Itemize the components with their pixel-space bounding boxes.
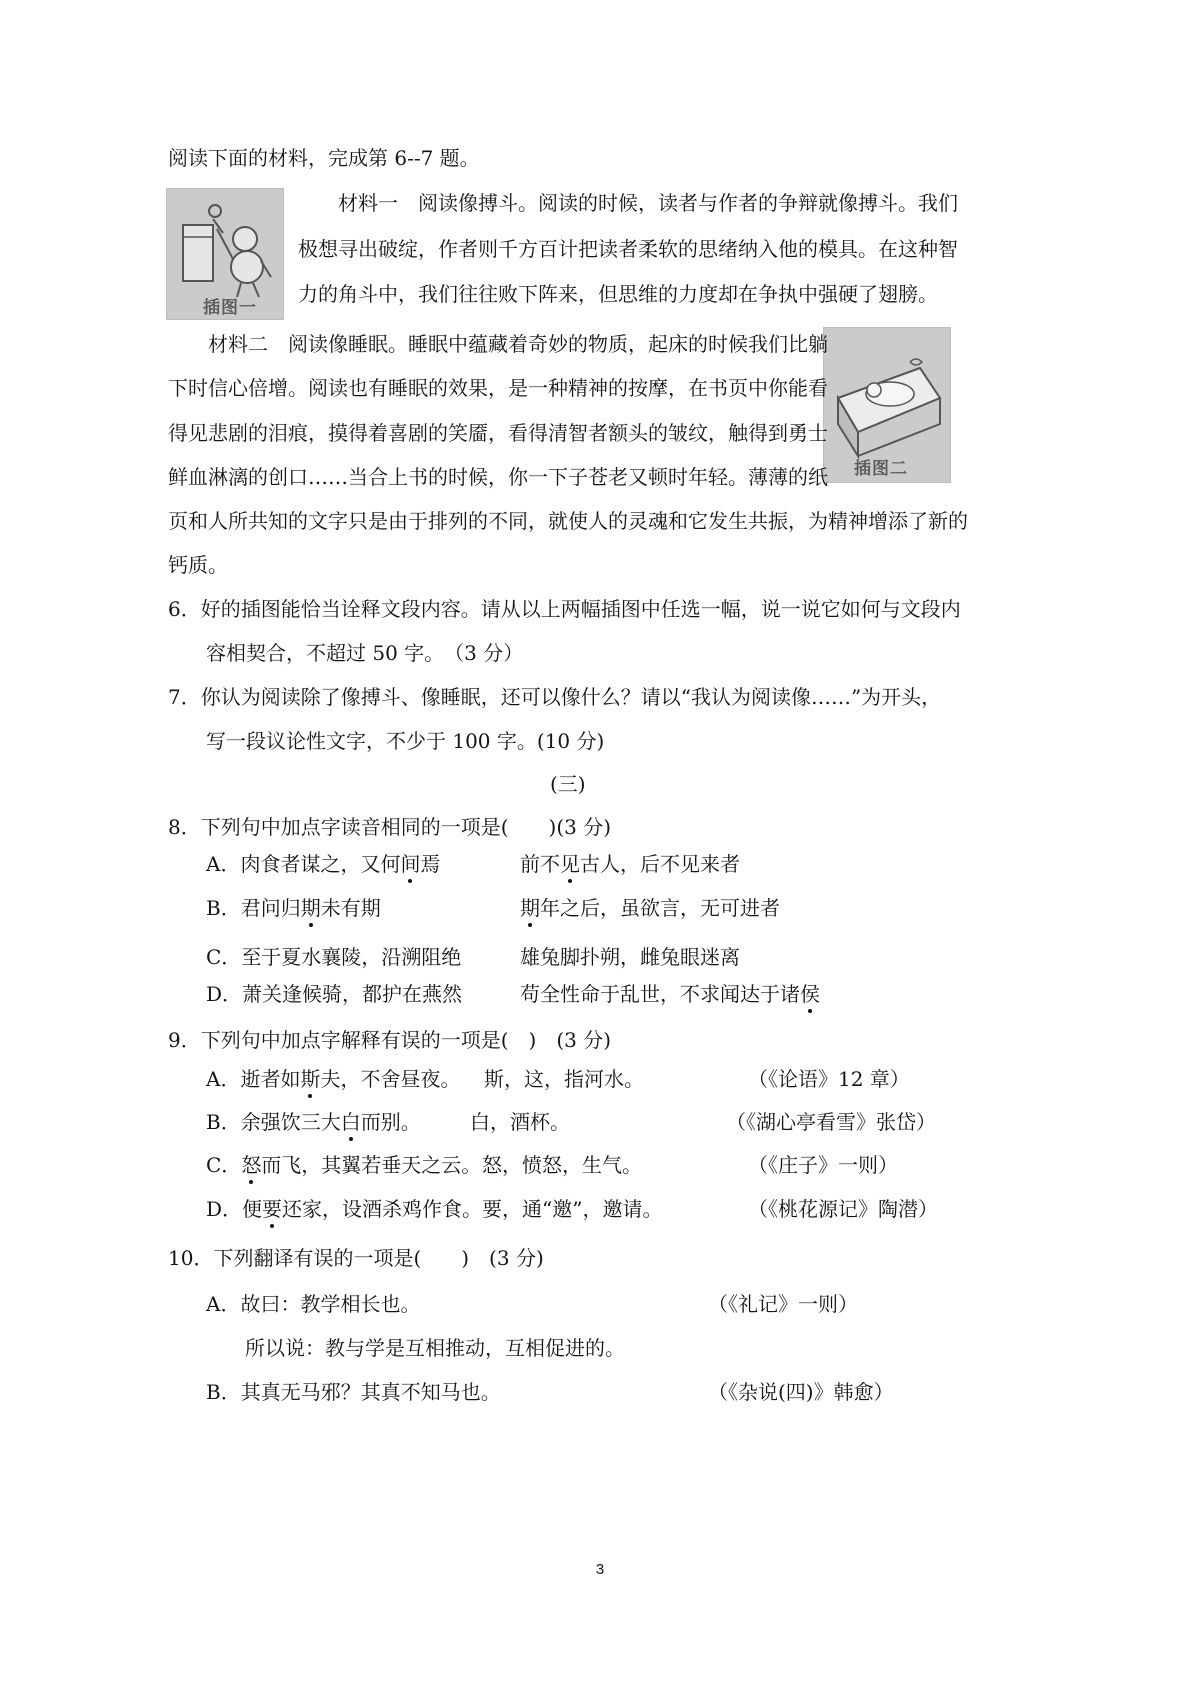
option-label: A．	[206, 1292, 241, 1316]
dotted-character: 怒	[241, 1153, 262, 1177]
option-text: 余强饮三大	[240, 1110, 341, 1134]
dotted-character: 间	[400, 852, 421, 876]
question-8-option-c-right	[520, 944, 740, 970]
dotted-character: 期	[520, 896, 540, 920]
material1-line-2: 极想寻出破绽，作者则千方百计把读者柔软的思绪纳入他的模具。在这种智	[298, 237, 958, 261]
question-9-option-b-source: （《湖心亭看雪》张岱）	[726, 1110, 936, 1134]
question-10-option-b	[206, 1379, 501, 1405]
option-text: 古人，后不见来者	[580, 852, 740, 876]
question-9-option-b	[206, 1109, 421, 1135]
dotted-character: 白	[340, 1110, 361, 1134]
question-9-option-c-gloss: 怒，愤怒，生气。	[482, 1153, 642, 1177]
question-10-option-a-translation: 所以说：教与学是互相推动，互相促进的。	[245, 1336, 625, 1360]
material2-line-5: 页和人所共知的文字只是由于排列的不同，就使人的灵魂和它发生共振，为精神增添了新的	[168, 509, 968, 533]
option-text: 便	[242, 1197, 263, 1221]
option-label: C．	[206, 1153, 242, 1177]
option-text: 君问归	[240, 896, 301, 920]
option-text: 夫，不舍昼夜。	[320, 1067, 461, 1091]
question-8-option-c-left	[206, 944, 461, 970]
option-label: B．	[206, 896, 241, 920]
material2-line-2: 下时信心倍增。阅读也有睡眠的效果，是一种精神的按摩，在书页中你能看	[168, 376, 828, 400]
option-text: 萧关逢	[242, 982, 303, 1006]
question-9-option-b-gloss: 白，酒杯。	[470, 1110, 570, 1134]
question-9-option-a-source: （《论语》12 章）	[748, 1067, 910, 1091]
material2-line-3: 得见悲剧的泪痕，摸得着喜剧的笑靥，看得清智者额头的皱纹，触得到勇士	[168, 421, 828, 445]
option-text: 候骑，都护在燕然	[302, 982, 463, 1006]
option-label: B．	[206, 1380, 241, 1404]
question-9-option-d-source: （《桃花源记》陶潜）	[748, 1197, 938, 1221]
dotted-character: 斯	[300, 1067, 321, 1091]
option-text: 故曰：教学相长也。	[240, 1292, 421, 1316]
option-label: B．	[206, 1110, 241, 1134]
material2-line-1: 材料二 阅读像睡眠。睡眠中蕴藏着奇妙的物质，起床的时候我们比躺	[208, 332, 828, 356]
question-8-option-d-left	[206, 981, 462, 1007]
option-text: 未有期	[320, 896, 381, 920]
dotted-character: 要	[262, 1197, 283, 1221]
question-9-option-c-source: （《庄子》一则）	[748, 1153, 898, 1177]
question-9-option-a-gloss: 斯，这，指河水。	[484, 1067, 644, 1091]
question-9-option-d-gloss: 要，通“邀”，邀请。	[482, 1197, 663, 1221]
illustration-one-caption: 插图一	[203, 298, 257, 318]
question-10-option-b-source: （《杂说(四)》韩愈）	[708, 1380, 894, 1404]
question-9-option-a	[206, 1066, 460, 1092]
question-8-option-b-left	[206, 895, 381, 921]
question-8-option-b-right	[520, 895, 780, 921]
option-text: 逝者如	[240, 1067, 301, 1091]
option-text: 而别。	[360, 1110, 421, 1134]
option-text: 雄兔脚扑朔，雌兔眼迷离	[520, 945, 740, 969]
question-9-option-c	[206, 1152, 481, 1178]
option-text: 年之后，虽欲言，无可进者	[540, 896, 780, 920]
option-text: 溯阻绝	[401, 945, 462, 969]
question-9-stem: 9．下列句中加点字解释有误的一项是( ) (3 分)	[168, 1028, 612, 1052]
question-10-option-a	[206, 1291, 420, 1317]
page-number: 3	[595, 1561, 605, 1578]
material2-line-4: 鲜血淋漓的创口……当合上书的时候，你一下子苍老又顿时年轻。薄薄的纸	[168, 465, 828, 489]
option-label: D．	[206, 1197, 243, 1221]
option-label: C．	[206, 945, 242, 969]
option-text: 肉食者谋之，又何	[240, 852, 401, 876]
section-title: (三)	[550, 772, 586, 796]
material1-line-3: 力的角斗中，我们往往败下阵来，但思维的力度却在争执中强硬了翅膀。	[298, 282, 938, 306]
option-text: 其真无马邪？其真不知马也。	[240, 1380, 501, 1404]
option-label: A．	[206, 852, 241, 876]
option-text: 还家，设酒杀鸡作食。	[282, 1197, 483, 1221]
illustration-one	[166, 188, 284, 320]
question-10-option-a-source: （《礼记》一则）	[708, 1292, 858, 1316]
option-text: 至于夏水襄陵，沿	[241, 945, 402, 969]
question-7-line-2: 写一段议论性文字，不少于 100 字。(10 分)	[206, 729, 605, 753]
option-label: D．	[206, 982, 243, 1006]
material1-line-1: 材料一 阅读像搏斗。阅读的时候，读者与作者的争辩就像搏斗。我们	[338, 191, 958, 215]
illustration-two	[823, 327, 951, 483]
dotted-character: 期	[300, 896, 321, 920]
question-10-stem: 10．下列翻译有误的一项是( ) (3 分)	[168, 1246, 544, 1270]
question-8-option-d-right	[520, 981, 820, 1007]
question-8-stem: 8．下列句中加点字读音相同的一项是( )(3 分)	[168, 815, 612, 839]
illustration-two-caption: 插图二	[854, 459, 908, 479]
option-text: 苟全性命于乱世，不求闻达于诸	[520, 982, 800, 1006]
option-label: A．	[206, 1067, 241, 1091]
dotted-character: 见	[560, 852, 580, 876]
intro-line: 阅读下面的材料，完成第 6--7 题。	[168, 146, 480, 170]
question-6-line-1: 6．好的插图能恰当诠释文段内容。请从以上两幅插图中任选一幅，说一说它如何与文段内	[168, 597, 961, 621]
question-9-option-d	[206, 1196, 482, 1222]
material2-line-6: 钙质。	[168, 553, 228, 577]
option-text: 前不	[520, 852, 560, 876]
question-8-option-a-right	[520, 851, 740, 877]
question-8-option-a-left	[206, 851, 440, 877]
dotted-character: 侯	[800, 982, 820, 1006]
question-6-line-2: 容相契合，不超过 50 字。 （3 分）	[206, 641, 524, 665]
option-text: 而飞，其翼若垂天之云。	[261, 1153, 482, 1177]
option-text: 焉	[420, 852, 441, 876]
question-7-line-1: 7．你认为阅读除了像搏斗、像睡眠，还可以像什么？请以“我认为阅读像……”为开头，	[168, 685, 942, 709]
